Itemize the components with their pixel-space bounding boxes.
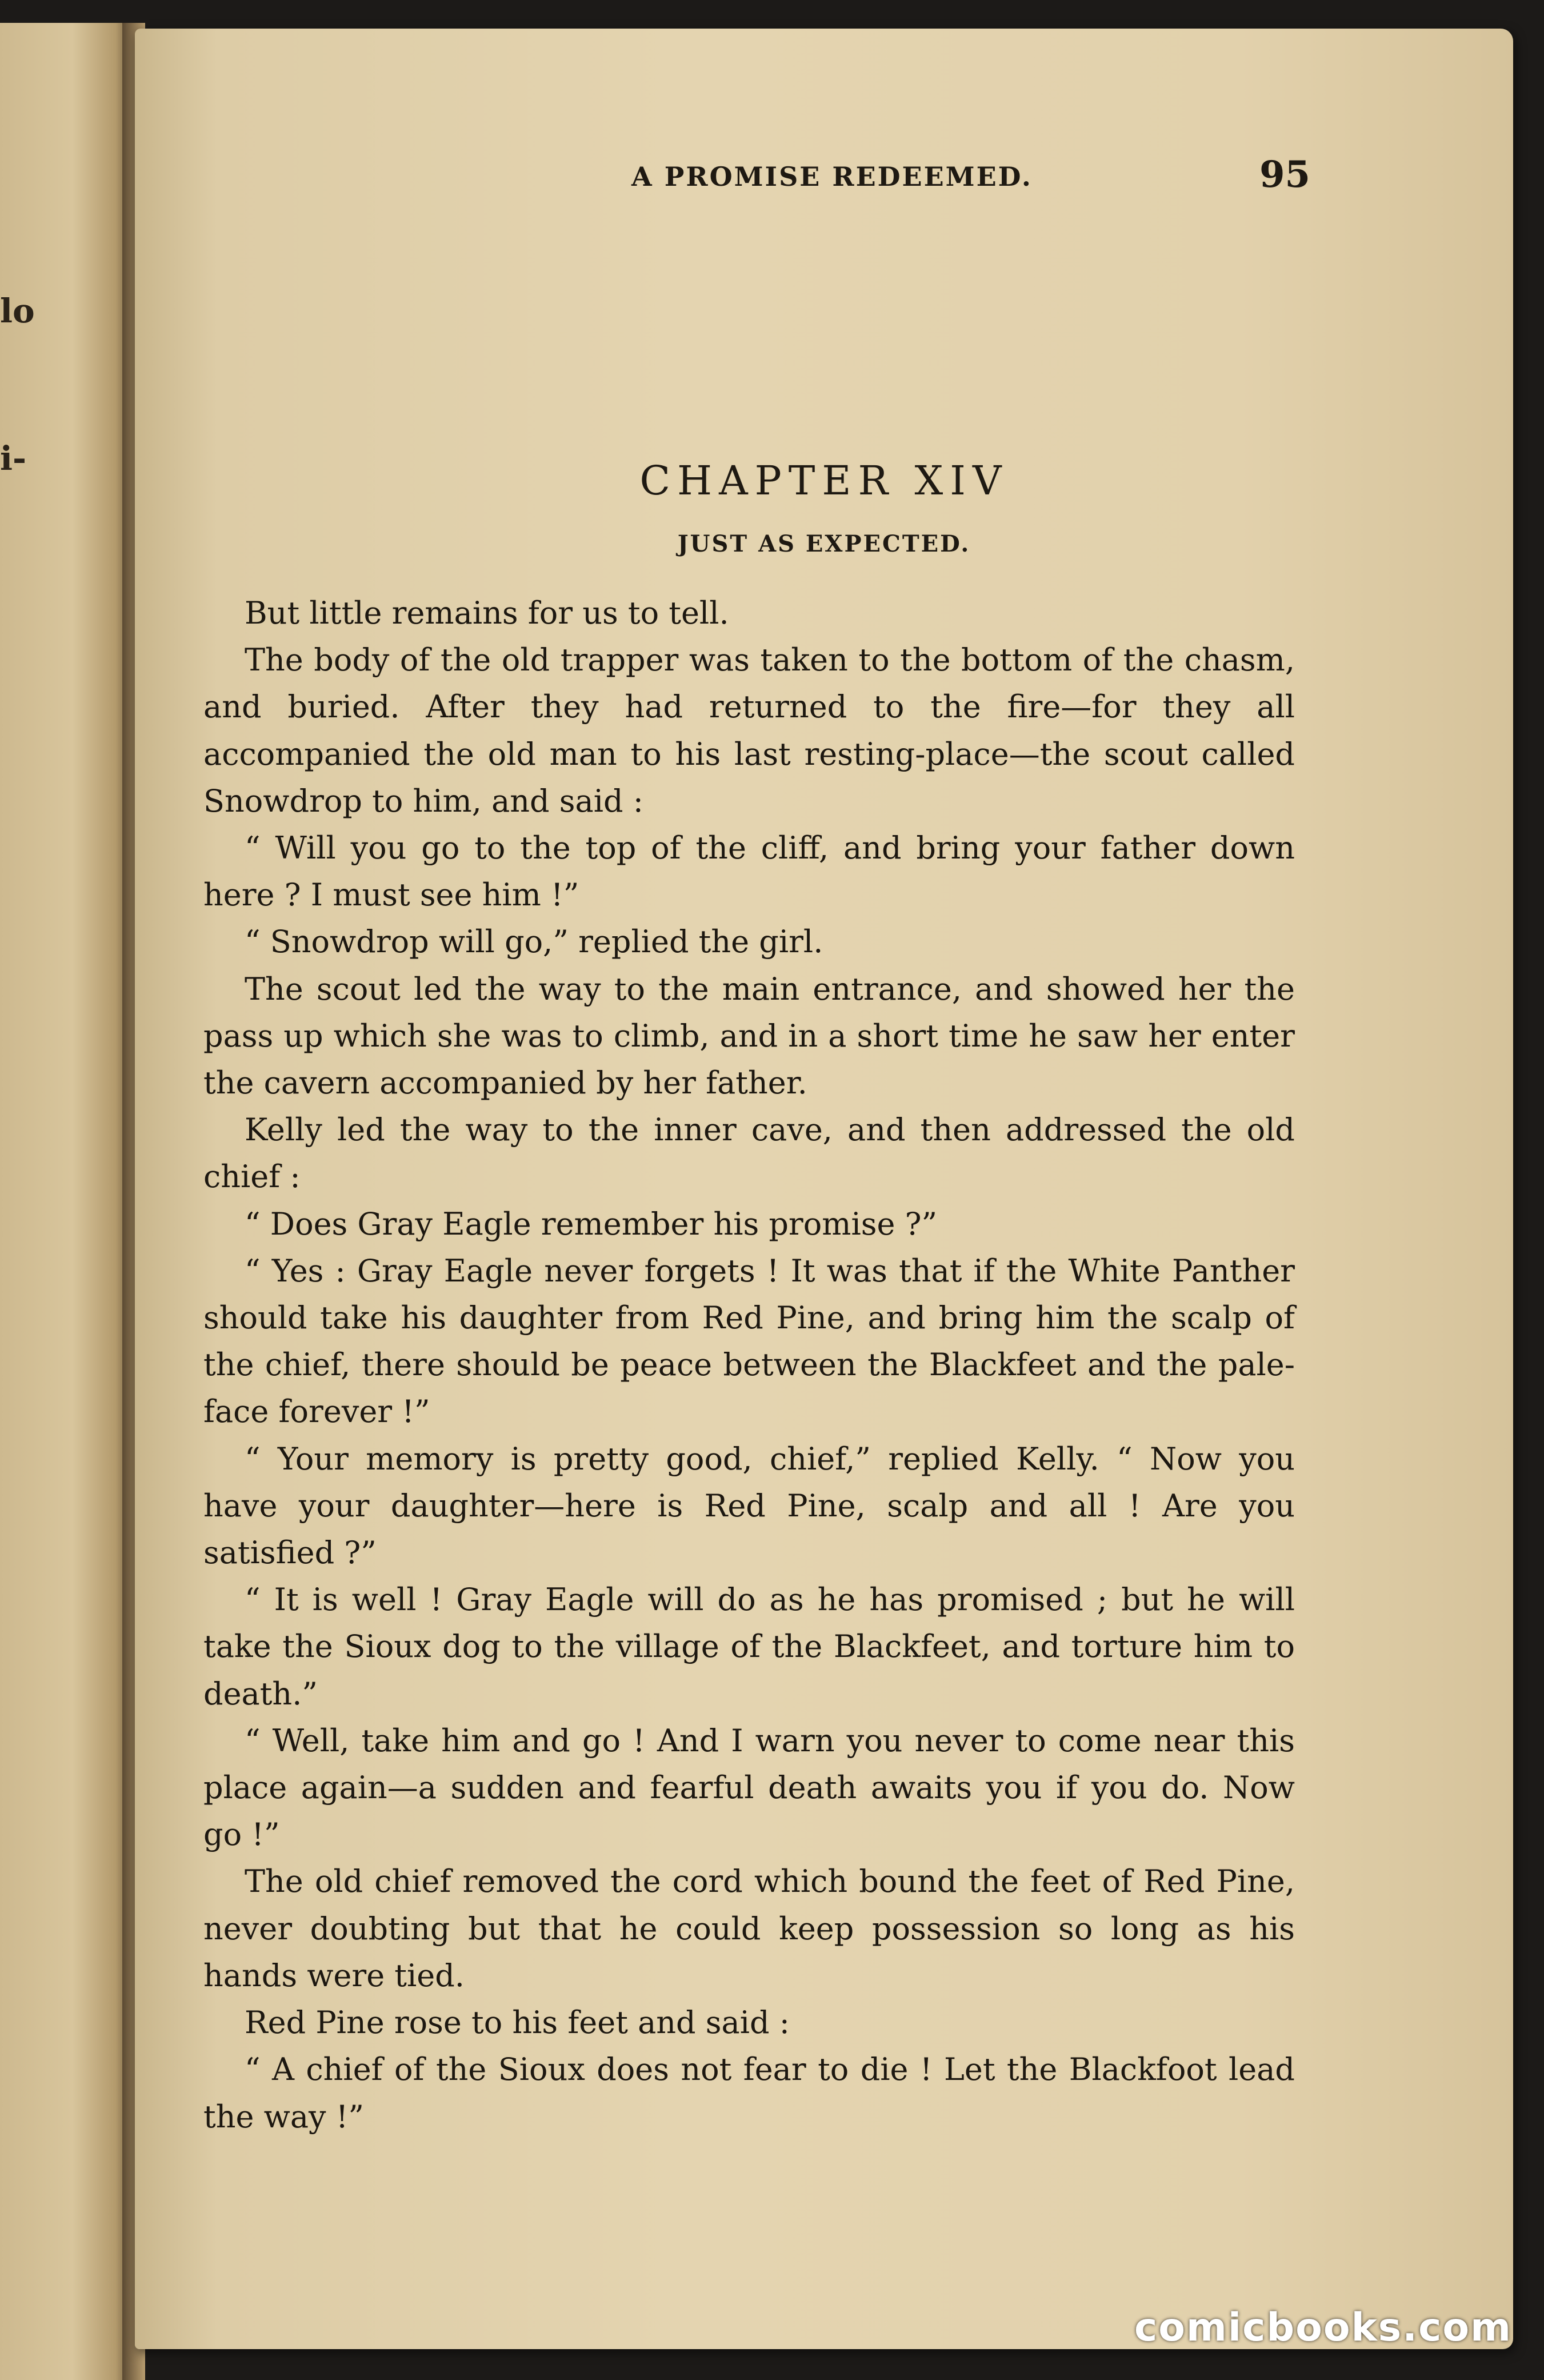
paragraph: The scout led the way to the main entrance, and showed her the pass up which she was to climb, and in a short time he saw her enter the cavern accompanied by her father. xyxy=(203,971,1295,1101)
paragraph: “ Well, take him and go ! And I warn you never to come near this place again—a sudden and fearful death awaits you if you do. Now go !” xyxy=(203,1722,1295,1853)
paragraph: “ Snowdrop will go,” replied the girl. xyxy=(245,924,823,960)
paragraph: “ It is well ! Gray Eagle will do as he has promised ; but he will take the Sioux dog to the village of the Blackfeet, and torture him to death.” xyxy=(203,1582,1295,1712)
body-text xyxy=(203,590,1295,2141)
chapter-subtitle: JUST AS EXPECTED. xyxy=(677,530,971,557)
paragraph: “ Your memory is pretty good, chief,” replied Kelly. “ Now you have your daughter—here is Red Pine, scalp and all ! Are you satisfied ?” xyxy=(203,1440,1295,1571)
paragraph: “ Will you go to the top of the cliff, and bring your father down here ? I must see him !” xyxy=(203,830,1295,913)
book-page xyxy=(135,29,1513,2349)
paragraph: Kelly led the way to the inner cave, and then addressed the old chief : xyxy=(203,1112,1295,1195)
left-page-text-fragment: lo xyxy=(0,291,35,330)
paragraph: “ Does Gray Eagle remember his promise ?” xyxy=(245,1205,938,1242)
paragraph: The old chief removed the cord which bound the feet of Red Pine, never doubting but that he could keep possession so long as his hands were tied. xyxy=(203,1863,1295,1994)
running-head: A PROMISE REDEEMED. xyxy=(631,161,1033,192)
page-number: 95 xyxy=(1259,153,1311,196)
chapter-title: CHAPTER XIV xyxy=(639,457,1009,504)
paragraph: Red Pine rose to his feet and said : xyxy=(245,2004,790,2041)
paragraph: But little remains for us to tell. xyxy=(245,595,729,631)
paragraph: “ Yes : Gray Eagle never forgets ! It was that if the White Panther should take his daughter from Red Pine, and bring him the scalp of the chief, there should be peace between the Blackfeet and the pale-face forever !” xyxy=(203,1252,1295,1430)
watermark: comicbooks.com xyxy=(1134,2305,1512,2350)
paragraph: “ A chief of the Sioux does not fear to die ! Let the Blackfoot lead the way !” xyxy=(203,2051,1295,2135)
left-page-text-fragment: i- xyxy=(0,439,27,478)
page-header xyxy=(135,153,1513,207)
paragraph: The body of the old trapper was taken to the bottom of the chasm, and buried. After they had returned to the fire—for they all accompanied the old man to his last resting-place—the scout called Snowdrop to him, and said : xyxy=(203,642,1295,819)
left-page-edge xyxy=(0,23,131,2380)
